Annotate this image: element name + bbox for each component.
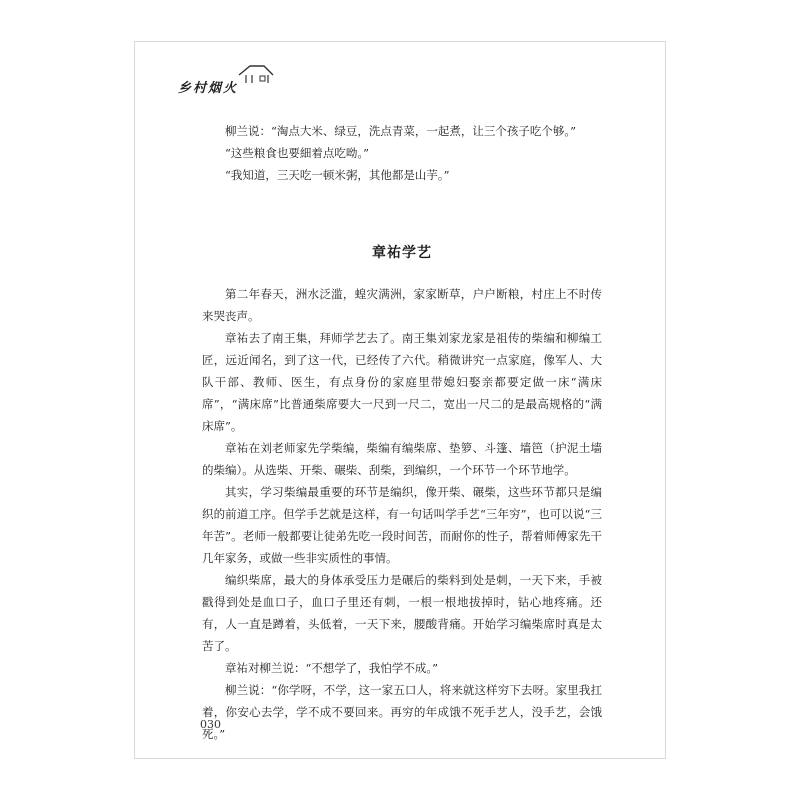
opening-dialogue [202,120,602,186]
paragraph: 章祐对柳兰说：“不想学了，我怕学不成。” [225,661,439,675]
paragraph: 章祐在刘老师家先学柴编，柴编有编柴席、垫箩、斗篷、墙笆（护泥土墙的柴编）。从选柴、开柴、碾柴、刮柴，到编织，一个环节一个环节地学。 [202,441,602,477]
page-number: 030 [200,718,221,731]
house-roof-icon [238,64,274,84]
paragraph: 其实，学习柴编最重要的环节是编织，像开柴、碾柴，这些环节都只是编织的前道工序。但学手艺就是这样，有一句话叫学手艺“三年穷”，也可以说“三年苦”。老师一般都要让徒弟先吃一段时间苦，而耐你的性子，帮着师傅家先干几年家务，或做一些非实质性的事情。 [202,485,602,565]
paragraph: 章祐去了南王集，拜师学艺去了。南王集刘家龙家是祖传的柴编和柳编工匠，远近闻名，到了这一代，已经传了六代。稍微讲究一点家庭，像军人、大队干部、教师、医生，有点身份的家庭里带媳妇娶亲都要定做一床“满床席”，“满床席”比普通柴席要大一尺到一尺二，宽出一尺二的是最高规格的“满床席”。 [202,331,602,433]
paragraph: 柳兰说：“你学呀，不学，这一家五口人，将来就这样穷下去呀。家里我扛着，你安心去学，学不成不要回来。再穷的年成饿不死手艺人，没手艺，会饿死。” [202,683,602,741]
paragraph: 第二年春天，洲水泛滥，蝗灾满洲，家家断草，户户断粮，村庄上不时传来哭丧声。 [202,287,602,323]
paragraph: “这些粮食也要細着点吃呦。” [225,146,370,160]
paragraph: “我知道，三天吃一顿米粥，其他都是山芋。” [225,168,450,182]
book-title: 乡村烟火 [178,81,239,96]
running-header [178,64,274,104]
section-body [202,283,602,745]
paragraph: 编织柴席，最大的身体承受压力是碾后的柴料到处是刺，一天下来，手被戳得到处是血口子，血口子里还有刺，一根一根地拔掉时，钻心地疼痛。还有，人一直是蹲着，头低着，一天下来，腰酸背痛。开始学习编柴席时真是太苦了。 [202,573,602,653]
section-heading: 章祐学艺 [372,245,432,261]
paragraph: 柳兰说：“淘点大米、绿豆，洗点青菜，一起煮，让三个孩子吃个够。” [225,124,577,138]
